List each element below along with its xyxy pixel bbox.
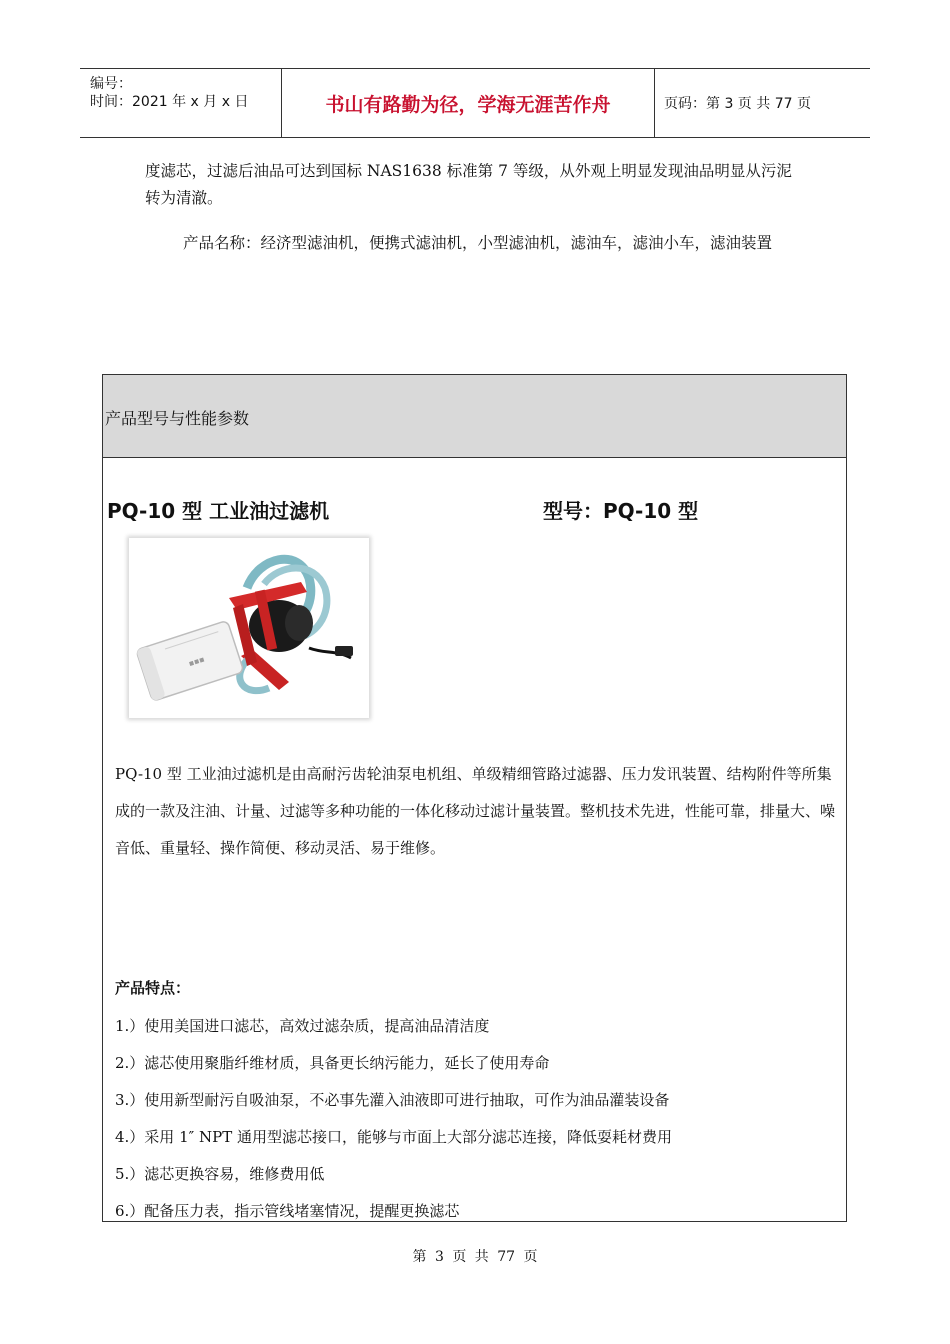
header-meta bbox=[80, 69, 281, 137]
product-photo bbox=[129, 538, 369, 718]
oil-filter-machine-image bbox=[129, 538, 369, 718]
header-page-code: 页码：第 3 页 共 77 页 bbox=[664, 96, 811, 112]
product-title: PQ-10 型 工业油过滤机 bbox=[107, 499, 330, 523]
table-heading: 产品型号与性能参数 bbox=[105, 409, 250, 428]
product-model: 型号：PQ-10 型 bbox=[543, 499, 699, 523]
doc-date: 时间：2021 年 x 月 x 日 bbox=[90, 94, 249, 110]
page-footer bbox=[0, 1246, 950, 1266]
feature-item: 1.）使用美国进口滤芯，高效过滤杂质，提高油品清洁度 bbox=[115, 1017, 490, 1035]
svg-text:▪▪▪: ▪▪▪ bbox=[187, 654, 206, 669]
footer-total-pages: 77 bbox=[497, 1249, 516, 1265]
intro-paragraph-2: 产品名称：经济型滤油机，便携式滤油机，小型滤油机，滤油车，滤油小车，滤油装置 bbox=[183, 234, 773, 252]
footer-suffix: 页 bbox=[523, 1249, 538, 1265]
features-title: 产品特点： bbox=[115, 979, 191, 997]
feature-item: 3.）使用新型耐污自吸油泵，不必事先灌入油液即可进行抽取，可作为油品灌装设备 bbox=[115, 1091, 670, 1109]
footer-page-number: 3 bbox=[434, 1249, 444, 1265]
header-motto: 书山有路勤为径，学海无涯苦作舟 bbox=[281, 69, 655, 137]
footer-prefix: 第 bbox=[412, 1249, 427, 1265]
footer-page-unit: 页 bbox=[452, 1249, 467, 1265]
product-description: PQ-10 型 工业油过滤机是由高耐污齿轮油泵电机组、单级精细管路过滤器、压力发讯装置、结构附件等所集成的一款及注油、计量、过滤等多种功能的一体化移动过滤计量装置。整机技术先进，性能可靠，排量大、噪音低、重量轻、操作简便、移动灵活、易于维修。 bbox=[115, 765, 836, 857]
feature-item: 2.）滤芯使用聚脂纤维材质，具备更长纳污能力，延长了使用寿命 bbox=[115, 1054, 550, 1072]
feature-item: 5.）滤芯更换容易，维修费用低 bbox=[115, 1165, 325, 1183]
footer-total-label: 共 bbox=[474, 1249, 489, 1265]
feature-item: 4.）采用 1″ NPT 通用型滤芯接口，能够与市面上大部分滤芯连接，降低耍耗材费用 bbox=[115, 1128, 672, 1146]
table-header-row bbox=[103, 375, 846, 458]
doc-number-label: 编号： bbox=[90, 76, 132, 92]
product-table bbox=[102, 374, 847, 1222]
intro-paragraph-1: 度滤芯，过滤后油品可达到国标 NAS1638 标准第 7 等级，从外观上明显发现油品明显从污泥转为清澈。 bbox=[145, 162, 792, 207]
feature-item: 6.）配备压力表，指示管线堵塞情况，提醒更换滤芯 bbox=[115, 1202, 460, 1220]
page-header bbox=[80, 68, 870, 138]
features-list bbox=[115, 1008, 672, 1230]
